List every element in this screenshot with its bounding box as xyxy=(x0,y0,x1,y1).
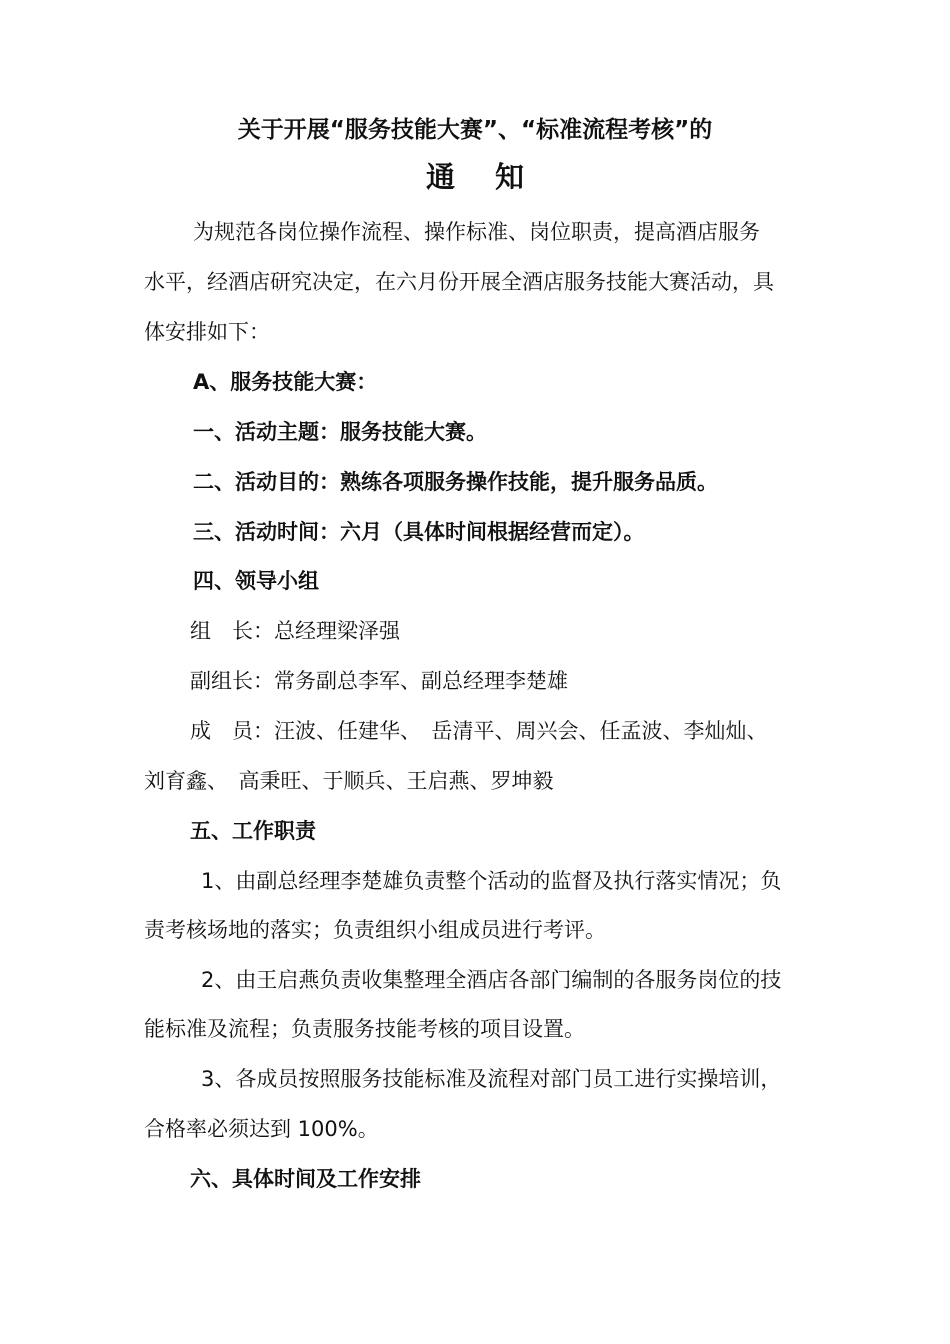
deputy-leader: 副组长：常务副总李军、副总经理李楚雄 xyxy=(190,669,568,693)
members-line1: 成 员：汪波、任建华、 岳清平、周兴会、任孟波、李灿灿、 xyxy=(190,719,768,743)
section-a-heading: A、服务技能大赛： xyxy=(193,370,378,394)
activity-purpose: 二、活动目的：熟练各项服务操作技能，提升服务品质。 xyxy=(193,470,718,494)
duty1-line2: 责考核场地的落实；负责组织小组成员进行考评。 xyxy=(144,918,606,942)
intro-paragraph-line1: 为规范各岗位操作流程、操作标准、岗位职责，提高酒店服务 xyxy=(193,220,760,244)
section6-heading: 六、具体时间及工作安排 xyxy=(190,1167,421,1191)
duty2-line2: 能标准及流程；负责服务技能考核的项目设置。 xyxy=(144,1017,585,1041)
duty3-line2: 合格率必须达到 100%。 xyxy=(144,1117,379,1141)
leadership-heading: 四、领导小组 xyxy=(193,569,319,593)
intro-paragraph-line3: 体安排如下： xyxy=(144,320,270,344)
document-title-line2: 通知 xyxy=(425,160,564,194)
activity-time: 三、活动时间：六月（具体时间根据经营而定）。 xyxy=(193,520,645,544)
duty1-line1: 1、由副总经理李楚雄负责整个活动的监督及执行落实情况；负 xyxy=(201,869,782,893)
section5-heading: 五、工作职责 xyxy=(190,819,316,843)
activity-theme: 一、活动主题：服务技能大赛。 xyxy=(193,420,487,444)
document-title-line1: 关于开展“服务技能大赛”、“标准流程考核”的 xyxy=(237,117,713,143)
duty3-line1: 3、各成员按照服务技能标准及流程对部门员工进行实操培训， xyxy=(201,1067,782,1091)
members-line2: 刘育鑫、 高秉旺、于顺兵、王启燕、罗坤毅 xyxy=(144,769,554,793)
group-leader: 组 长：总经理梁泽强 xyxy=(190,619,400,643)
duty2-line1: 2、由王启燕负责收集整理全酒店各部门编制的各服务岗位的技 xyxy=(201,968,782,992)
intro-paragraph-line2: 水平，经酒店研究决定，在六月份开展全酒店服务技能大赛活动，具 xyxy=(144,270,774,294)
